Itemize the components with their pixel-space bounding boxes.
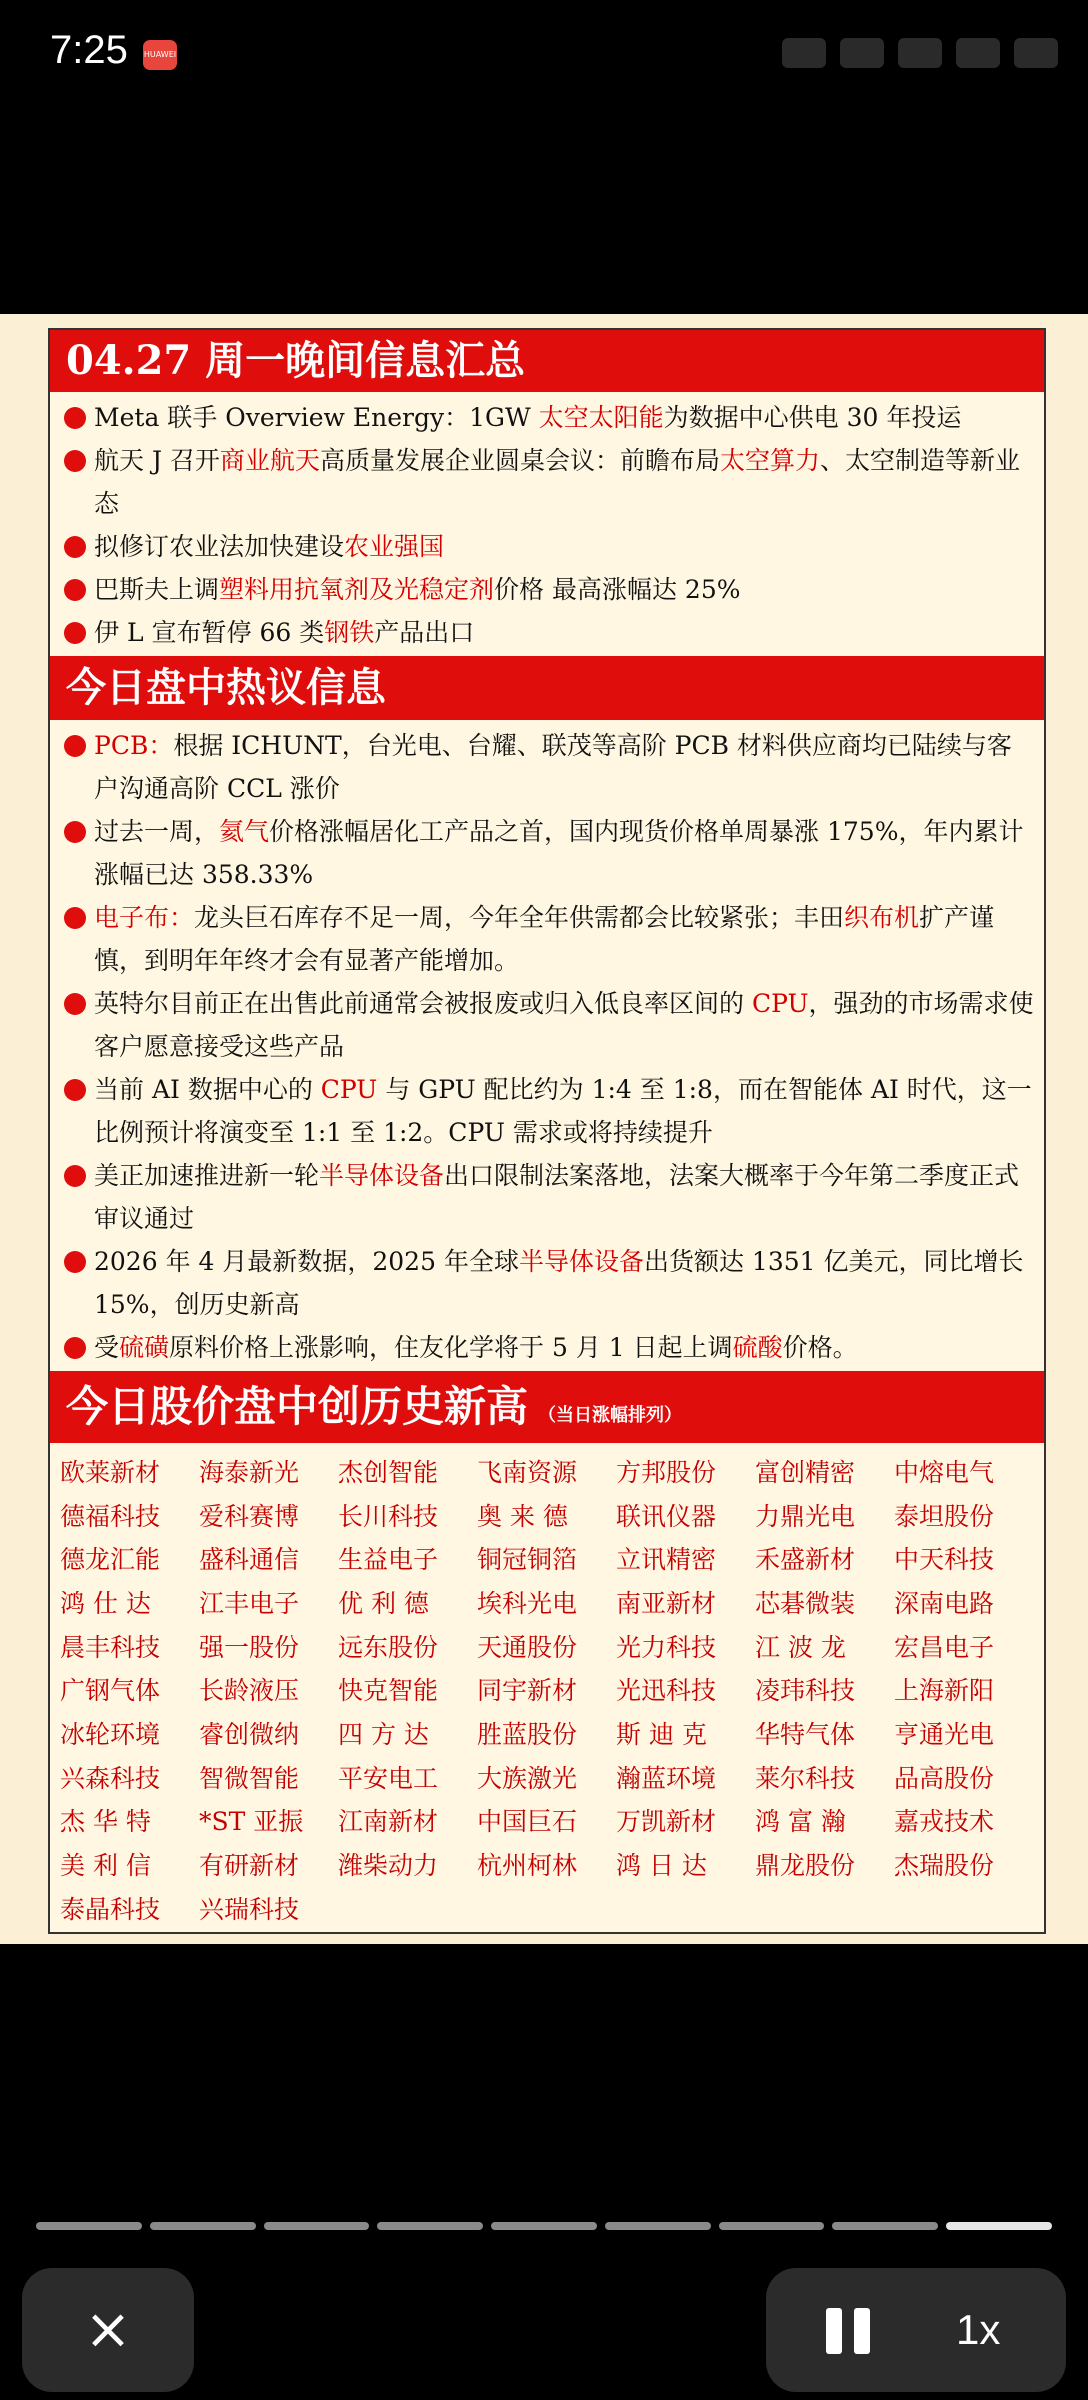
hot-topics-list	[50, 720, 1044, 1371]
playback-speed-button[interactable]: 1x	[956, 2306, 1001, 2353]
stock-name: 强一股份	[199, 1632, 300, 1662]
stock-name: 生益电子	[338, 1545, 439, 1575]
item-text: 价格 最高涨幅达 25%	[494, 575, 741, 604]
item-text: 、太空制造等新业态	[94, 446, 1020, 518]
stock-name: 鸿 仕 达	[60, 1588, 151, 1618]
playback-controls	[766, 2268, 1066, 2392]
stock-name: 江丰电子	[199, 1588, 300, 1618]
progress-segment	[491, 2222, 597, 2230]
progress-segment	[264, 2222, 370, 2230]
slideshow-progress	[36, 2222, 1052, 2232]
bullet-dot-icon	[64, 622, 86, 644]
stock-row	[60, 1536, 1044, 1580]
progress-segment	[36, 2222, 142, 2230]
item-text: 原料价格上涨影响，住友化学将于 5 月 1 日起上调	[169, 1333, 733, 1362]
stock-name: 远东股份	[338, 1632, 439, 1662]
stock-name: 莱尔科技	[755, 1763, 856, 1793]
stock-name: 斯 迪 克	[616, 1719, 707, 1749]
stock-name: 优 利 德	[338, 1588, 429, 1618]
item-text: 龙头巨石库存不足一周，今年全年供需都会比较紧张；丰田	[194, 903, 845, 932]
stock-name: 联讯仪器	[616, 1501, 717, 1531]
stock-name: 泰坦股份	[894, 1501, 995, 1531]
progress-segment	[605, 2222, 711, 2230]
stock-name: 鼎龙股份	[755, 1851, 856, 1881]
stock-name: 晨丰科技	[60, 1632, 161, 1662]
stock-name: 泰晶科技	[60, 1894, 161, 1924]
item-text: 产品出口	[374, 618, 475, 647]
bullet-dot-icon	[64, 1079, 86, 1101]
item-text: 英特尔目前正在出售此前通常会被报废或归入低良率区间的	[94, 989, 752, 1018]
bullet-dot-icon	[64, 821, 86, 843]
stock-name: 宏昌电子	[894, 1632, 995, 1662]
item-highlight: 商业航天	[219, 446, 320, 475]
stock-name: 爱科赛博	[199, 1501, 300, 1531]
item-highlight: 农业强国	[344, 532, 445, 561]
stock-row	[60, 1624, 1044, 1668]
stock-name: 美 利 信	[60, 1851, 151, 1881]
hot-topic-item	[60, 896, 1034, 982]
new-highs-stock-grid	[50, 1443, 1044, 1930]
bullet-dot-icon	[64, 450, 86, 472]
item-highlight: 半导体设备	[518, 1247, 644, 1276]
hot-topic-item	[60, 1240, 1034, 1326]
stock-name: 埃科光电	[477, 1588, 578, 1618]
stock-name: 杭州柯林	[477, 1851, 578, 1881]
stock-name: 奥 来 德	[477, 1501, 568, 1531]
stock-name: 冰轮环境	[60, 1719, 161, 1749]
stock-name: 上海新阳	[894, 1676, 995, 1706]
stock-name: 光力科技	[616, 1632, 717, 1662]
section-new-highs-title: 今日股价盘中创历史新高 （当日涨幅排列）	[50, 1371, 1044, 1443]
stock-name: 德龙汇能	[60, 1545, 161, 1575]
stock-row	[60, 1580, 1044, 1624]
stock-name: 江 波 龙	[755, 1632, 846, 1662]
stock-name: 品高股份	[894, 1763, 995, 1793]
hot-topic-item	[60, 724, 1034, 810]
hot-topic-item	[60, 1326, 1034, 1369]
evening-summary-list	[50, 392, 1044, 656]
stock-name: 凌玮科技	[755, 1676, 856, 1706]
item-text: 航天 J 召开	[94, 446, 220, 475]
item-text: 美正加速推进新一轮	[94, 1161, 320, 1190]
stock-row	[60, 1886, 1044, 1930]
hot-topic-item	[60, 810, 1034, 896]
stock-name: 海泰新光	[199, 1457, 300, 1487]
stock-name: 万凯新材	[616, 1807, 717, 1837]
item-text: 伊 L 宣布暂停 66 类	[94, 618, 325, 647]
stock-row	[60, 1842, 1044, 1886]
item-text: 出货额达 1351 亿美元，同比增长 15%，创历史新高	[94, 1247, 1024, 1319]
evening-summary-item	[60, 396, 1034, 439]
stock-name: 深南电路	[894, 1588, 995, 1618]
item-highlight: PCB：	[94, 731, 174, 760]
bullet-dot-icon	[64, 1251, 86, 1273]
stock-row	[60, 1799, 1044, 1843]
stock-name: 智微智能	[199, 1763, 300, 1793]
stock-name: 广钢气体	[60, 1676, 161, 1706]
hot-topic-item	[60, 1068, 1034, 1154]
item-text: 过去一周，	[94, 817, 220, 846]
stock-name: 杰瑞股份	[894, 1851, 995, 1881]
stock-name: 立讯精密	[616, 1545, 717, 1575]
stock-name: 禾盛新材	[755, 1545, 856, 1575]
item-highlight: 硫磺	[119, 1333, 170, 1362]
stock-name: 兴瑞科技	[199, 1894, 300, 1924]
stock-name: 铜冠铜箔	[477, 1545, 578, 1575]
stock-name: 飞南资源	[477, 1457, 578, 1487]
stock-row	[60, 1755, 1044, 1799]
news-card	[48, 328, 1046, 1934]
progress-segment	[719, 2222, 825, 2230]
close-icon: ×	[84, 2297, 132, 2362]
app-notification-icon: HUAWEI	[143, 40, 177, 70]
stock-name: 中天科技	[894, 1545, 995, 1575]
item-text: 当前 AI 数据中心的	[94, 1075, 321, 1104]
item-text: 与 GPU 配比约为 1:4 至 1:8，而在智能体 AI 时代，这一比例预计将演变至 1:1 至 1:2。CPU 需求或将持续提升	[94, 1075, 1032, 1147]
stock-name: 南亚新材	[616, 1588, 717, 1618]
item-highlight: 太空太阳能	[538, 403, 664, 432]
image-viewer[interactable]	[0, 314, 1088, 1944]
item-text: 受	[94, 1333, 120, 1362]
stock-name: 睿创微纳	[199, 1719, 300, 1749]
item-text: 扩产谨慎，到明年年终才会有显著产能增加。	[94, 903, 995, 975]
stock-name: 华特气体	[755, 1719, 856, 1749]
stock-name: 平安电工	[338, 1763, 439, 1793]
item-text: ，强劲的市场需求使客户愿意接受这些产品	[94, 989, 1034, 1061]
bullet-dot-icon	[64, 536, 86, 558]
stock-name: 力鼎光电	[755, 1501, 856, 1531]
section-evening-summary-title: 04.27 周一晚间信息汇总	[50, 330, 1044, 392]
stock-name: 快克智能	[338, 1676, 439, 1706]
stock-name: 长川科技	[338, 1501, 439, 1531]
item-highlight: 半导体设备	[319, 1161, 445, 1190]
item-text: 巴斯夫上调	[94, 575, 220, 604]
progress-segment	[377, 2222, 483, 2230]
stock-name: 光迅科技	[616, 1676, 717, 1706]
stock-name: 天通股份	[477, 1632, 578, 1662]
item-highlight: 硫酸	[732, 1333, 783, 1362]
stock-name: 中国巨石	[477, 1807, 578, 1837]
stock-name: 德福科技	[60, 1501, 161, 1531]
stock-name: 亨通光电	[894, 1719, 995, 1749]
stock-name: 有研新材	[199, 1851, 300, 1881]
stock-name: 长龄液压	[199, 1676, 300, 1706]
stock-row	[60, 1667, 1044, 1711]
evening-summary-item	[60, 568, 1034, 611]
stock-name: 欧莱新材	[60, 1457, 161, 1487]
item-text: Meta 联手 Overview Energy：1GW	[94, 403, 539, 432]
stock-name: 鸿 富 瀚	[755, 1807, 846, 1837]
hot-topic-item	[60, 1154, 1034, 1240]
bullet-dot-icon	[64, 993, 86, 1015]
stock-name: 嘉戎技术	[894, 1807, 995, 1837]
stock-name: 芯碁微装	[755, 1588, 856, 1618]
status-time: 7:25	[50, 28, 128, 72]
item-text: 出口限制法案落地，法案大概率于今年第二季度正式审议通过	[94, 1161, 1020, 1233]
status-icons-blurred	[782, 38, 1058, 68]
stock-name: 富创精密	[755, 1457, 856, 1487]
item-text: 拟修订农业法加快建设	[94, 532, 345, 561]
stock-row	[60, 1449, 1044, 1493]
item-text: 价格涨幅居化工产品之首，国内现货价格单周暴涨 175%，年内累计涨幅已达 358.33%	[94, 817, 1024, 889]
stock-name: 大族激光	[477, 1763, 578, 1793]
stock-row	[60, 1711, 1044, 1755]
item-highlight: 氦气	[219, 817, 270, 846]
item-highlight: 太空算力	[719, 446, 820, 475]
item-text: 高质量发展企业圆桌会议：前瞻布局	[319, 446, 720, 475]
stock-name: 江南新材	[338, 1807, 439, 1837]
stock-name: 方邦股份	[616, 1457, 717, 1487]
status-bar	[0, 0, 1088, 110]
item-highlight: 钢铁	[324, 618, 375, 647]
item-highlight: 电子布：	[94, 903, 195, 932]
bullet-dot-icon	[64, 407, 86, 429]
progress-segment	[150, 2222, 256, 2230]
item-highlight: CPU	[320, 1075, 378, 1104]
bullet-dot-icon	[64, 579, 86, 601]
item-text: 根据 ICHUNT，台光电、台耀、联茂等高阶 PCB 材料供应商均已陆续与客户沟通高阶 CCL 涨价	[94, 731, 1012, 803]
stock-name: 杰创智能	[338, 1457, 439, 1487]
item-text: 为数据中心供电 30 年投运	[663, 403, 962, 432]
bullet-dot-icon	[64, 907, 86, 929]
stock-name: 同宇新材	[477, 1676, 578, 1706]
progress-segment	[832, 2222, 938, 2230]
stock-name: 盛科通信	[199, 1545, 300, 1575]
bullet-dot-icon	[64, 1165, 86, 1187]
stock-name: 潍柴动力	[338, 1851, 439, 1881]
stock-name: 鸿 日 达	[616, 1851, 707, 1881]
evening-summary-item	[60, 611, 1034, 654]
section-hot-topics-title: 今日盘中热议信息	[50, 656, 1044, 720]
stock-name: *ST 亚振	[199, 1807, 304, 1837]
stock-name: 四 方 达	[338, 1719, 429, 1749]
evening-summary-item	[60, 525, 1034, 568]
bullet-dot-icon	[64, 735, 86, 757]
pause-button[interactable]	[826, 2308, 876, 2354]
evening-summary-item	[60, 439, 1034, 525]
item-highlight: 塑料用抗氧剂及光稳定剂	[219, 575, 495, 604]
item-text: 价格。	[782, 1333, 858, 1362]
bullet-dot-icon	[64, 1337, 86, 1359]
stock-name: 中熔电气	[894, 1457, 995, 1487]
stock-name: 胜蓝股份	[477, 1719, 578, 1749]
item-highlight: CPU	[751, 989, 809, 1018]
progress-segment	[946, 2222, 1052, 2230]
stock-name: 兴森科技	[60, 1763, 161, 1793]
item-highlight: 织布机	[844, 903, 920, 932]
section-new-highs-subtitle: （当日涨幅排列）	[538, 1405, 683, 1426]
close-button[interactable]	[22, 2268, 194, 2392]
stock-name: 杰 华 特	[60, 1807, 151, 1837]
stock-name: 瀚蓝环境	[616, 1763, 717, 1793]
stock-row	[60, 1493, 1044, 1537]
item-text: 2026 年 4 月最新数据，2025 年全球	[94, 1247, 519, 1276]
hot-topic-item	[60, 982, 1034, 1068]
